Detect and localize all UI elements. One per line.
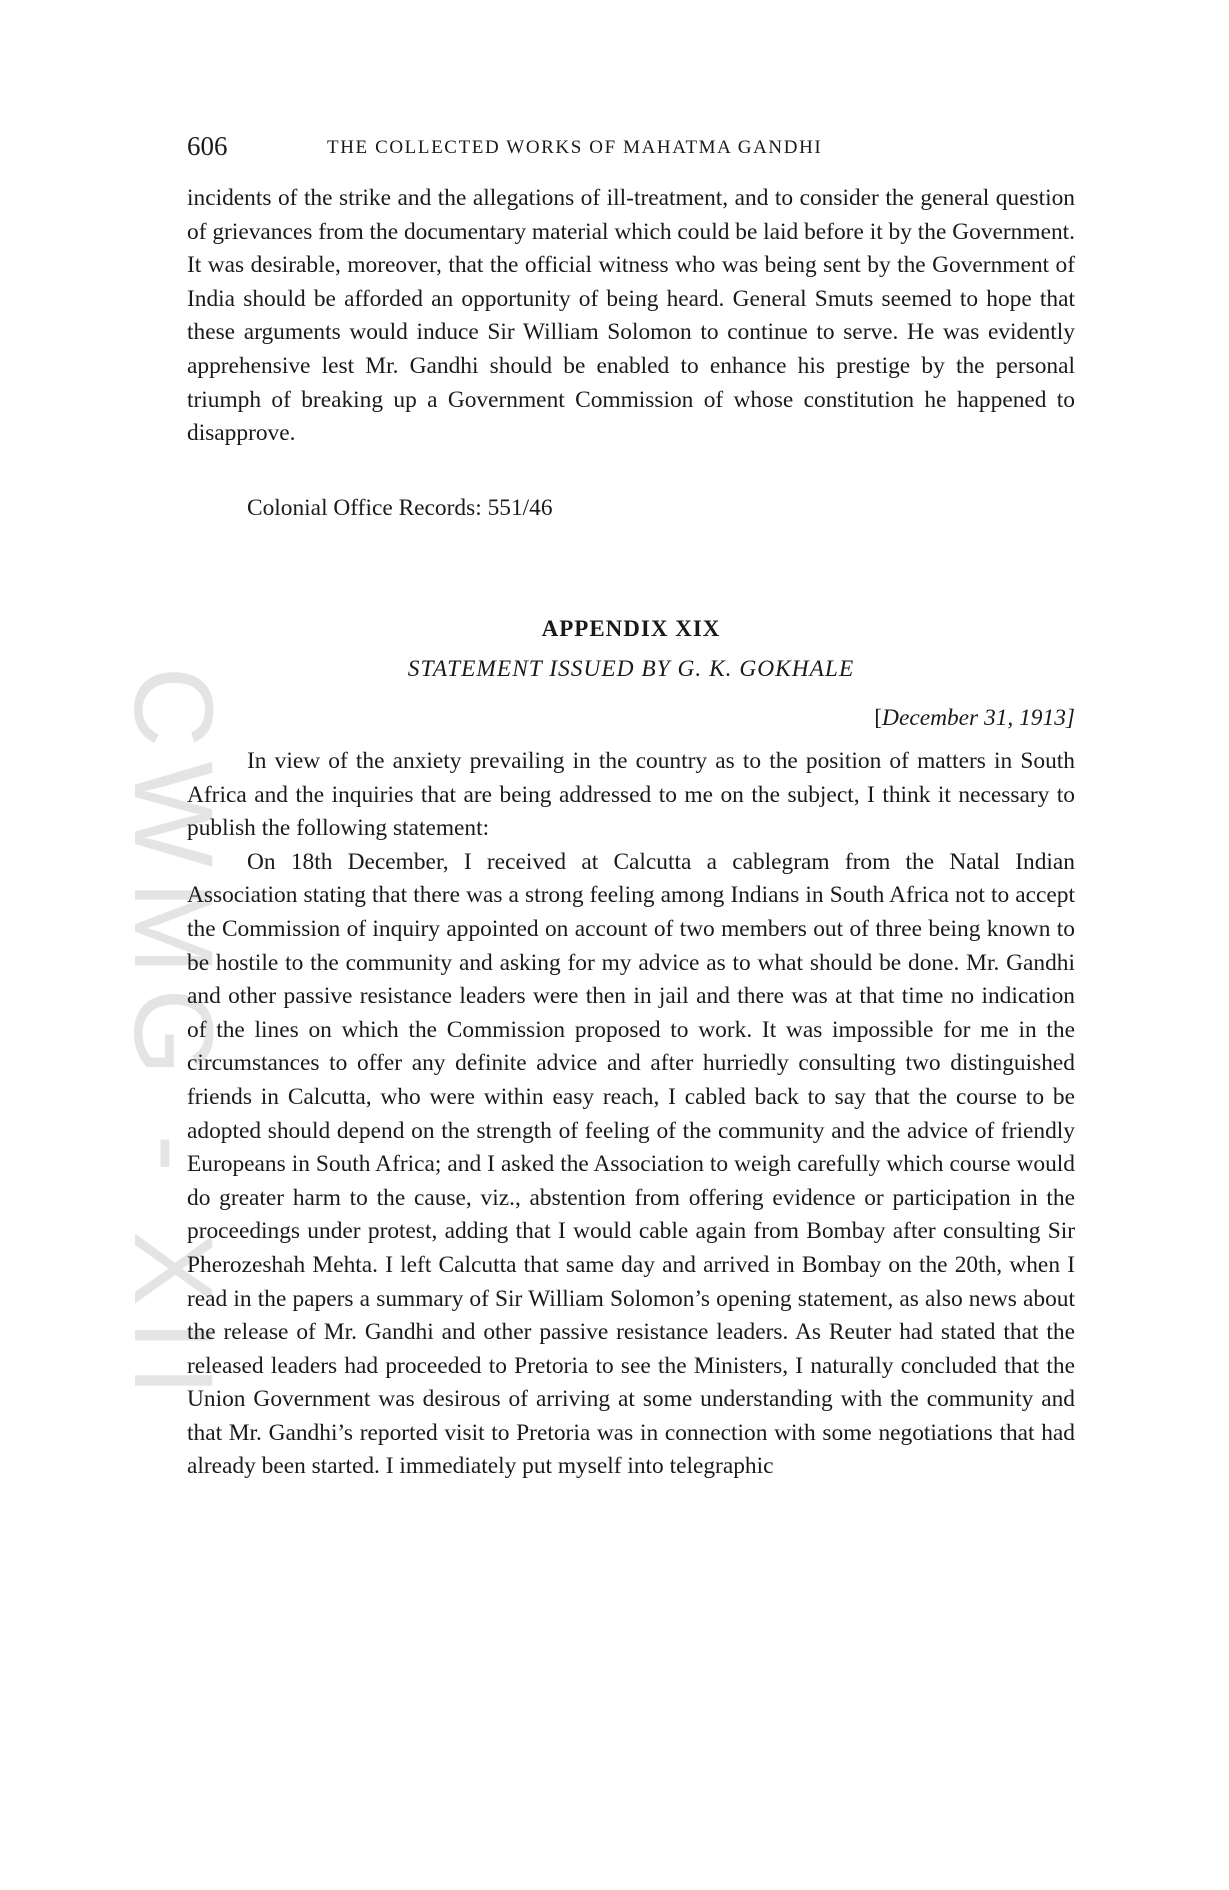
appendix-subtitle: STATEMENT ISSUED BY G. K. GOKHALE bbox=[407, 656, 855, 682]
appendix-title: APPENDIX XIX bbox=[541, 616, 721, 641]
statement-body bbox=[187, 745, 1075, 1484]
page-number: 606 bbox=[187, 131, 228, 161]
source-citation: Colonial Office Records: 551/46 bbox=[247, 495, 553, 521]
statement-paragraph-1: In view of the anxiety prevailing in the country as to the position of matters in South Africa and the inquiries that are being addressed to me on the subject, I think it necessary to publish the following statement: bbox=[187, 748, 1075, 842]
continuation-paragraph: incidents of the strike and the allegations of ill-treatment, and to consider the general question of grievances from the documentary material which could be laid before it by the Government. It was desirable, moreover, that the official witness who was being sent by the Government of India should be afforded an opportunity of being heard. General Smuts seemed to hope that these arguments would induce Sir William Solomon to continue to serve. He was evidently apprehensive lest Mr. Gandhi should be enabled to enhance his prestige by the personal triumph of breaking up a Government Commission of whose constitution he happened to disapprove. bbox=[187, 185, 1075, 447]
statement-date bbox=[187, 702, 1075, 734]
date-open-bracket: [ bbox=[874, 705, 883, 731]
continuation-text bbox=[187, 182, 1075, 451]
running-head: THE COLLECTED WORKS OF MAHATMA GANDHI bbox=[327, 137, 823, 158]
page-header bbox=[187, 128, 1077, 168]
statement-paragraph-2: On 18th December, I received at Calcutta a cablegram from the Natal Indian Association stating that there was a strong feeling among Indians in South Africa not to accept the Commission of inquiry appointed on account of two members out of three being known to be hostile to the community and asking for my advice as to what should be done. Mr. Gandhi and other passive resistance leaders were then in jail and there was at that time no indication of the lines on which the Commission proposed to work. It was impossible for me in the circumstances to offer any definite advice and after hurriedly consulting two distinguished friends in Calcutta, who were within easy reach, I cabled back to say that the course to be adopted should depend on the strength of feeling of the community and the advice of friendly Europeans in South Africa; and I asked the Association to weigh carefully which course would do greater harm to the cause, viz., abstention from offering evidence or participation in the proceedings under protest, adding that I would cable again from Bombay after consulting Sir Pherozeshah Mehta. I left Calcutta that same day and arrived in Bombay on the 20th, when I read in the papers a summary of Sir William Solomon’s opening statement, as also news about the release of Mr. Gandhi and other passive resistance leaders. As Reuter had stated that the released leaders had proceeded to Pretoria to see the Ministers, I naturally concluded that the Union Government was desirous of arriving at some understanding with the community and that Mr. Gandhi’s reported visit to Pretoria was in connection with some negotiations that had already been started. I immediately put myself into telegraphic bbox=[187, 848, 1075, 1480]
date-rest: 31, 1913] bbox=[978, 705, 1075, 731]
watermark-text: CWMG - XII bbox=[111, 666, 236, 1410]
date-month: December bbox=[882, 705, 979, 731]
